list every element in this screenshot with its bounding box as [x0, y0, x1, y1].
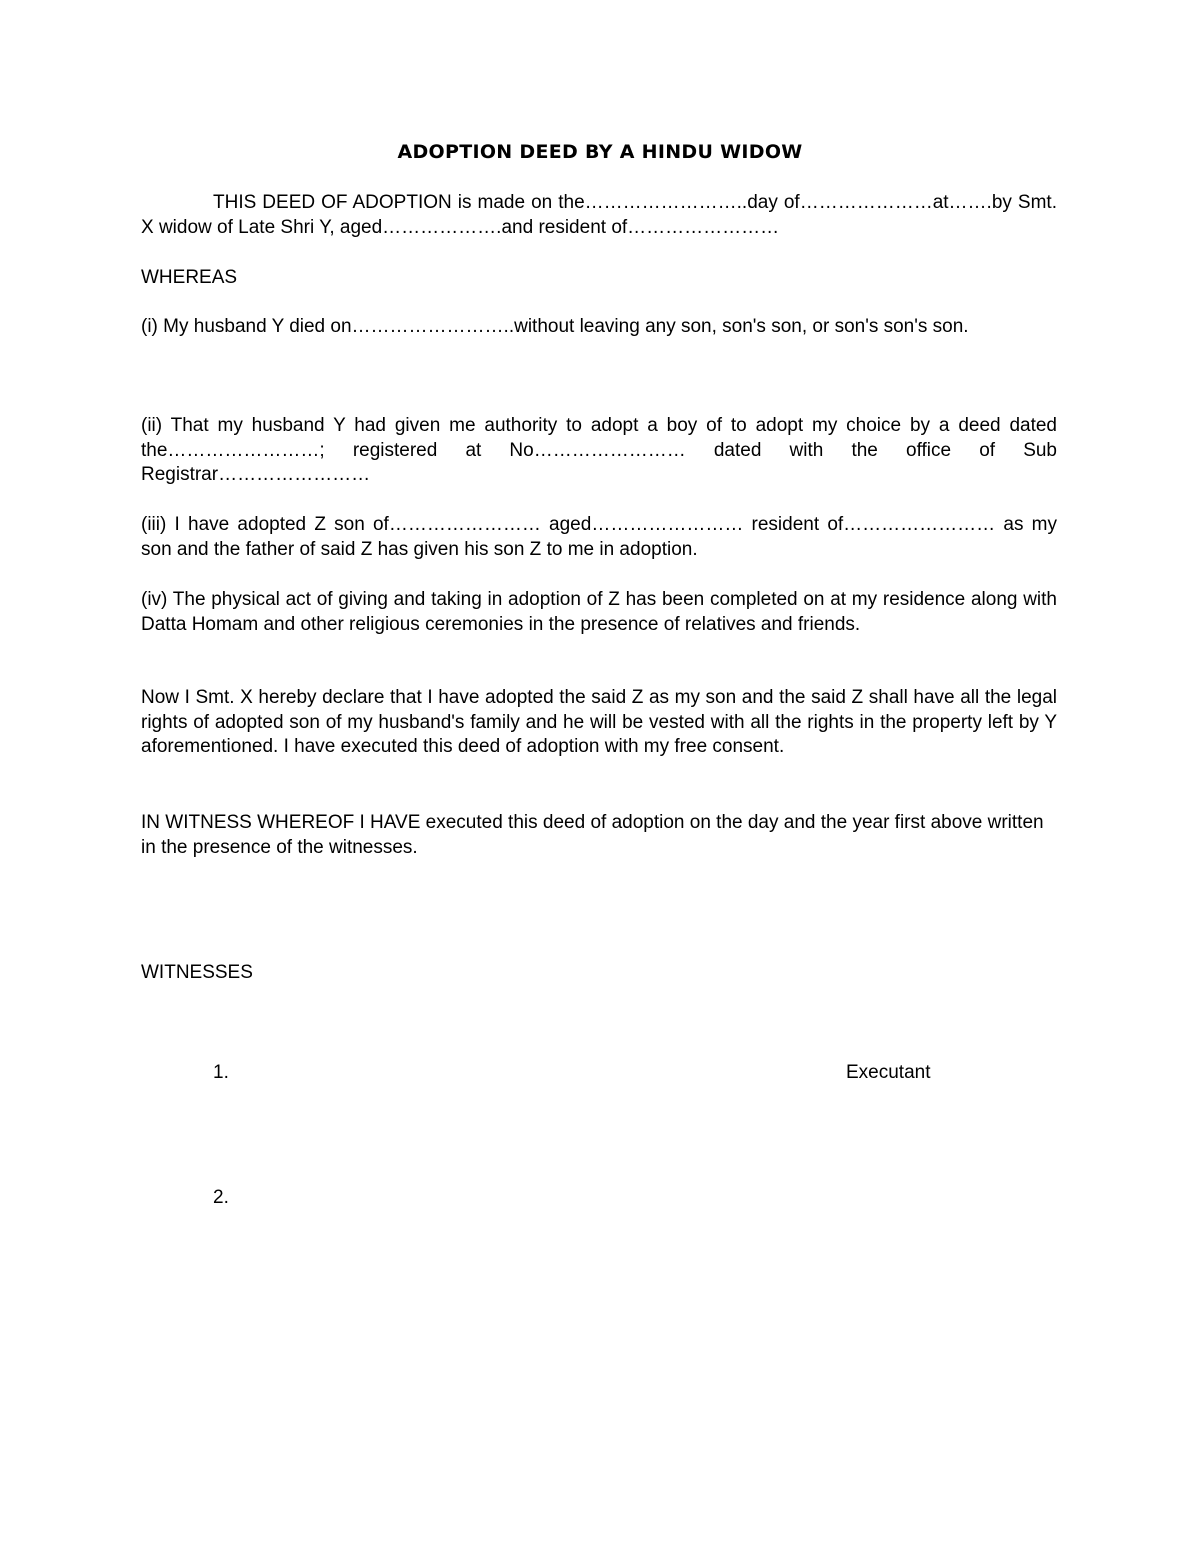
witness-2-number: 2. [213, 1187, 229, 1208]
document-title: ADOPTION DEED BY A HINDU WIDOW [397, 141, 803, 163]
executant-label: Executant [846, 1062, 931, 1083]
intro-paragraph: THIS DEED OF ADOPTION is made on the……………………..day of…………………at…….by Smt. X widow of Late Shri Y, aged……………….and resident of…………………… [141, 192, 1057, 238]
clause-iv: (iv) The physical act of giving and taking in adoption of Z has been completed on at my residence along with Datta Homam and other religious ceremonies in the presence of relatives and friends. [141, 589, 1057, 635]
clause-i: (i) My husband Y died on……………………..without leaving any son, son's son, or son's son's son. [141, 316, 969, 337]
clause-iii: (iii) I have adopted Z son of…………………… aged…………………… resident of…………………… as my son and the father of said Z has given his son Z to me in adoption. [141, 514, 1057, 560]
witnesses-heading: WITNESSES [141, 962, 253, 983]
declaration-paragraph: Now I Smt. X hereby declare that I have adopted the said Z as my son and the said Z shall have all the legal rights of adopted son of my husband's family and he will be vested with all the rights in the property left by Y aforementioned. I have executed this deed of adoption with my free consent. [141, 687, 1057, 757]
clause-ii: (ii) That my husband Y had given me authority to adopt a boy of to adopt my choice by a deed dated the……………………; registered at No…………………… dated with the office of Sub Registrar…………………… [141, 415, 1057, 485]
witness-1-number: 1. [213, 1062, 229, 1083]
witness-clause: IN WITNESS WHEREOF I HAVE executed this deed of adoption on the day and the year first above written in the presence of the witnesses. [141, 812, 1044, 858]
whereas-heading: WHEREAS [141, 267, 238, 288]
